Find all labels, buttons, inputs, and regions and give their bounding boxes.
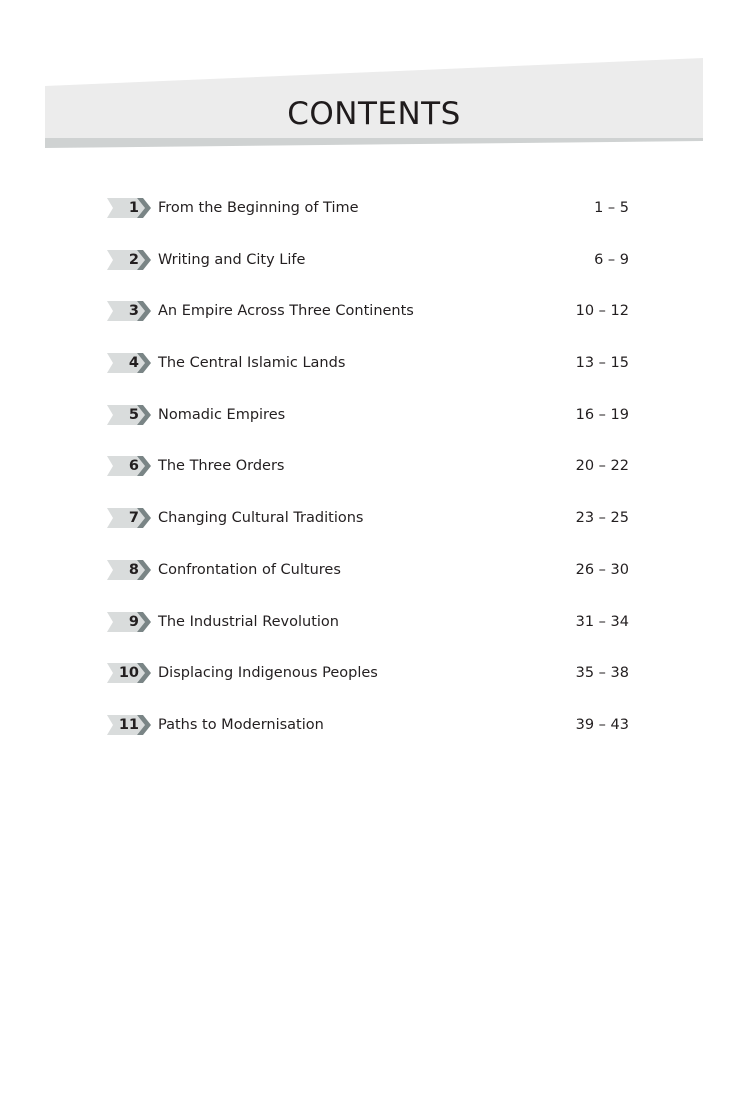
chapter-badge (107, 196, 151, 220)
page-range: 39 – 43 (575, 716, 629, 733)
page-range: 6 – 9 (594, 251, 629, 268)
chapter-number: 7 (128, 510, 139, 527)
chapter-badge (107, 661, 151, 685)
chapter-title: Confrontation of Cultures (158, 561, 341, 578)
chapter-badge (107, 454, 151, 478)
toc-row[interactable] (107, 401, 629, 453)
chapter-title: The Central Islamic Lands (158, 355, 346, 372)
chapter-number: 8 (128, 561, 139, 578)
chapter-badge (107, 299, 151, 323)
chapter-title: Nomadic Empires (158, 406, 286, 423)
contents-banner (45, 58, 703, 148)
chapter-number: 11 (118, 716, 139, 733)
chapter-badge (107, 713, 151, 737)
toc-row[interactable] (107, 246, 629, 298)
chapter-number: 9 (128, 613, 139, 630)
page-title: CONTENTS (287, 96, 461, 132)
chapter-number: 5 (128, 406, 139, 423)
chapter-number: 3 (128, 303, 139, 320)
toc-row[interactable] (107, 194, 629, 246)
page-range: 26 – 30 (575, 561, 629, 578)
chapter-title: From the Beginning of Time (158, 200, 359, 216)
page-range: 35 – 38 (575, 665, 629, 682)
chapter-title: Writing and City Life (158, 251, 306, 268)
page-range: 31 – 34 (575, 613, 629, 630)
page-range: 20 – 22 (575, 458, 629, 475)
chapter-title: Paths to Modernisation (158, 716, 324, 733)
toc-row[interactable] (107, 504, 629, 556)
page-range: 10 – 12 (575, 303, 629, 320)
chapter-number: 4 (128, 355, 139, 372)
chapter-number: 10 (118, 665, 139, 682)
chapter-badge (107, 506, 151, 530)
chapter-title: An Empire Across Three Continents (158, 303, 414, 320)
toc-row[interactable] (107, 349, 629, 401)
chapter-title: The Industrial Revolution (158, 613, 339, 630)
chapter-title: Displacing Indigenous Peoples (158, 665, 378, 682)
toc-row[interactable] (107, 452, 629, 504)
chapter-title: Changing Cultural Traditions (158, 510, 364, 527)
chapter-badge (107, 610, 151, 634)
toc-row[interactable] (107, 608, 629, 660)
page-range: 16 – 19 (575, 406, 629, 423)
page-range: 1 – 5 (594, 200, 629, 216)
table-of-contents (107, 194, 629, 763)
chapter-badge (107, 403, 151, 427)
chapter-badge (107, 248, 151, 272)
chapter-title: The Three Orders (158, 458, 285, 475)
page-range: 23 – 25 (575, 510, 629, 527)
chapter-number: 6 (128, 458, 139, 475)
toc-row[interactable] (107, 556, 629, 608)
chapter-badge (107, 351, 151, 375)
toc-row[interactable] (107, 297, 629, 349)
chapter-number: 1 (128, 200, 139, 216)
chapter-badge (107, 558, 151, 582)
toc-row[interactable] (107, 659, 629, 711)
page-range: 13 – 15 (575, 355, 629, 372)
chapter-number: 2 (128, 251, 139, 268)
toc-row[interactable] (107, 711, 629, 763)
